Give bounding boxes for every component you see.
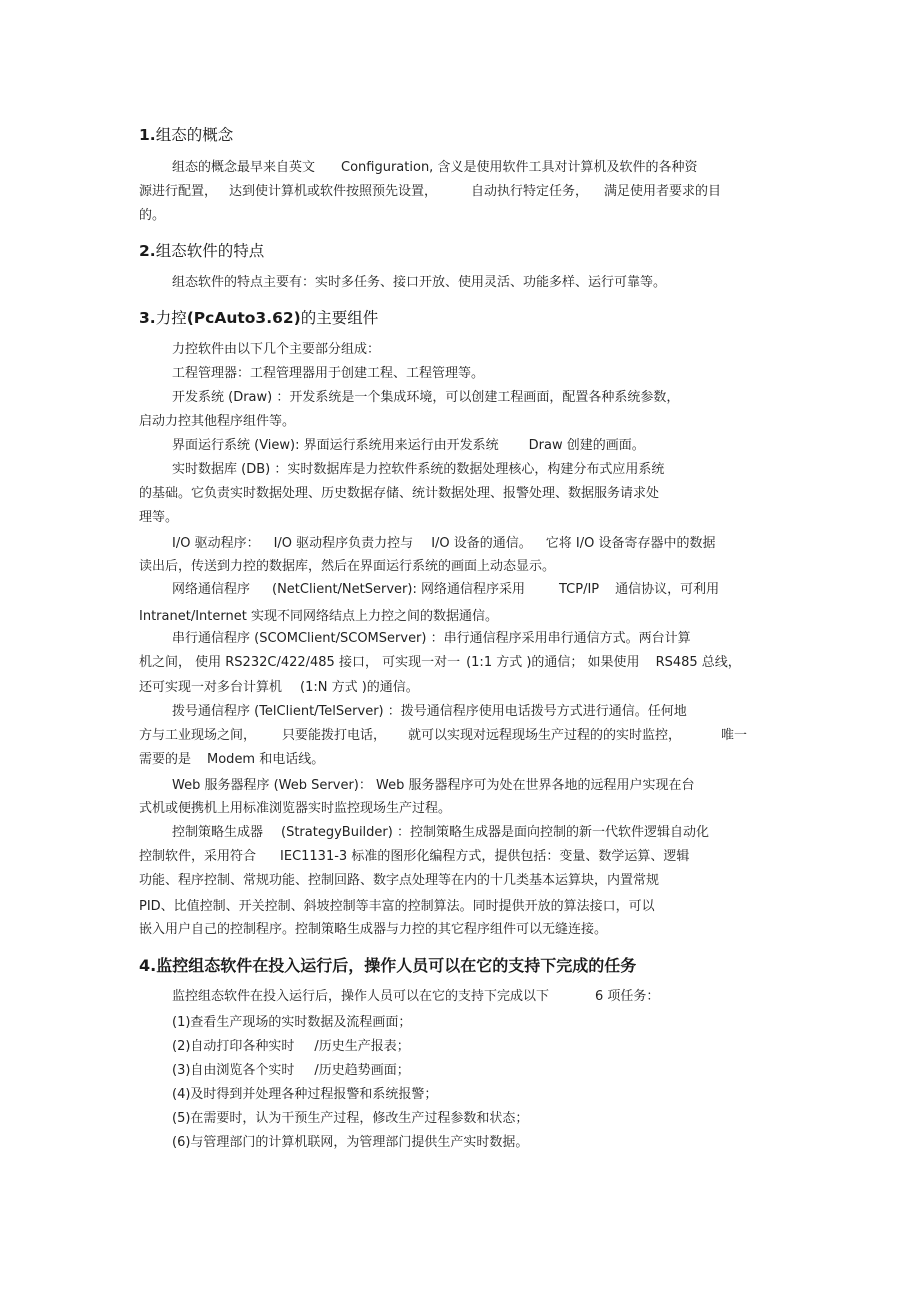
s3-db-2: 的基础。它负责实时数据处理、历史数据存储、统计数据处理、报警处理、数据服务请求处 xyxy=(139,486,660,501)
section-1-title: 组态的概念 xyxy=(155,126,234,144)
s3-strat-3: 功能、程序控制、常规功能、控制回路、数字点处理等在内的十几类基本运算块，内置常规 xyxy=(139,873,660,888)
s3-com-1: 串行通信程序 (SCOMClient/SCOMServer) ：串行通信程序采用串行通信方式。两台计算 xyxy=(172,631,691,646)
s3-strat-2: 控制软件，采用符合 IEC1131-3 标准的图形化编程方式，提供包括：变量、数学运算、逻辑 xyxy=(139,849,690,864)
s3-tel-1: 拨号通信程序 (TelClient/TelServer) ：拨号通信程序使用电话拨号方式进行通信。任何地 xyxy=(172,704,687,719)
s3-tel-2: 方与工业现场之间， 只要能拨打电话， 就可以实现对远程现场生产过程的的实时监控， 唯一 xyxy=(139,728,748,743)
s3-net-1: 网络通信程序 (NetClient/NetServer): 网络通信程序采用 TCP/IP 通信协议，可利用 xyxy=(172,582,720,597)
s3-db-1: 实时数据库 (DB) ：实时数据库是力控软件系统的数据处理核心，构建分布式应用系统 xyxy=(172,462,665,477)
s3-com-2: 机之间， 使用 RS232C/422/485 接口， 可实现一对一 (1:1 方式 )的通信； 如果使用 RS485 总线， xyxy=(139,655,741,670)
section-2-number: 2. xyxy=(139,242,156,260)
s3-draw-1: 开发系统 (Draw) ：开发系统是一个集成环境，可以创建工程画面，配置各种系统参数， xyxy=(172,390,680,405)
s3-io-2: 读出后，传送到力控的数据库，然后在界面运行系统的画面上动态显示。 xyxy=(139,559,556,574)
s3-intro: 力控软件由以下几个主要部分组成： xyxy=(172,342,381,357)
section-3-heading: 3.力控(PcAuto3.62)的主要组件 xyxy=(139,309,379,327)
s4-item-3: (3)自由浏览各个实时 /历史趋势画面； xyxy=(172,1063,410,1078)
section-1-heading xyxy=(139,125,233,145)
s1-line-3: 的。 xyxy=(139,208,166,223)
section-4-heading: 4.监控组态软件在投入运行后，操作人员可以在它的支持下完成的任务 xyxy=(139,956,637,975)
section-3-number: 3. xyxy=(139,309,156,327)
s4-item-1: (1)查看生产现场的实时数据及流程画面； xyxy=(172,1015,412,1030)
section-2-heading xyxy=(139,241,264,261)
s3-strat-5: 嵌入用户自己的控制程序。控制策略生成器与力控的其它程序组件可以无缝连接。 xyxy=(139,922,608,937)
s3-tel-3: 需要的是 Modem 和电话线。 xyxy=(139,752,325,767)
s3-strat-4: PID、比值控制、开关控制、斜坡控制等丰富的控制算法。同时提供开放的算法接口，可以 xyxy=(139,899,655,914)
s3-draw-2: 启动力控其他程序组件等。 xyxy=(139,414,296,429)
s4-item-6: (6)与管理部门的计算机联网，为管理部门提供生产实时数据。 xyxy=(172,1135,529,1150)
s1-line-2: 源进行配置， 达到使计算机或软件按照预先设置， 自动执行特定任务， 满足使用者要求的目 xyxy=(139,184,722,199)
s4-item-2: (2)自动打印各种实时 /历史生产报表； xyxy=(172,1039,410,1054)
s3-web-1: Web 服务器程序 (Web Server)： Web 服务器程序可为处在世界各地的远程用户实现在台 xyxy=(172,778,695,793)
s3-web-2: 式机或便携机上用标准浏览器实时监控现场生产过程。 xyxy=(139,801,452,816)
s4-item-5: (5)在需要时，认为干预生产过程，修改生产过程参数和状态； xyxy=(172,1111,529,1126)
s3-db-3: 理等。 xyxy=(139,510,179,525)
s3-io-1: I/O 驱动程序： I/O 驱动程序负责力控与 I/O 设备的通信。 它将 I/O 设备寄存器中的数据 xyxy=(172,536,716,551)
s4-item-4: (4)及时得到并处理各种过程报警和系统报警； xyxy=(172,1087,438,1102)
s3-view: 界面运行系统 (View): 界面运行系统用来运行由开发系统 Draw 创建的画面。 xyxy=(172,438,645,453)
s3-engmgr: 工程管理器：工程管理器用于创建工程、工程管理等。 xyxy=(172,366,485,381)
s4-intro: 监控组态软件在投入运行后，操作人员可以在它的支持下完成以下 6 项任务： xyxy=(172,989,660,1004)
s3-com-3: 还可实现一对多台计算机 (1:N 方式 )的通信。 xyxy=(139,680,419,695)
s3-net-2: Intranet/Internet 实现不同网络结点上力控之间的数据通信。 xyxy=(139,609,498,624)
section-1-number: 1. xyxy=(139,126,156,144)
s3-strat-1: 控制策略生成器 (StrategyBuilder) ：控制策略生成器是面向控制的新一代软件逻辑自动化 xyxy=(172,825,709,840)
s2-line: 组态软件的特点主要有：实时多任务、接口开放、使用灵活、功能多样、运行可靠等。 xyxy=(172,275,667,290)
s1-line-1: 组态的概念最早来自英文 Configuration, 含义是使用软件工具对计算机及软件的各种资 xyxy=(172,160,698,175)
section-2-title: 组态软件的特点 xyxy=(155,242,265,260)
